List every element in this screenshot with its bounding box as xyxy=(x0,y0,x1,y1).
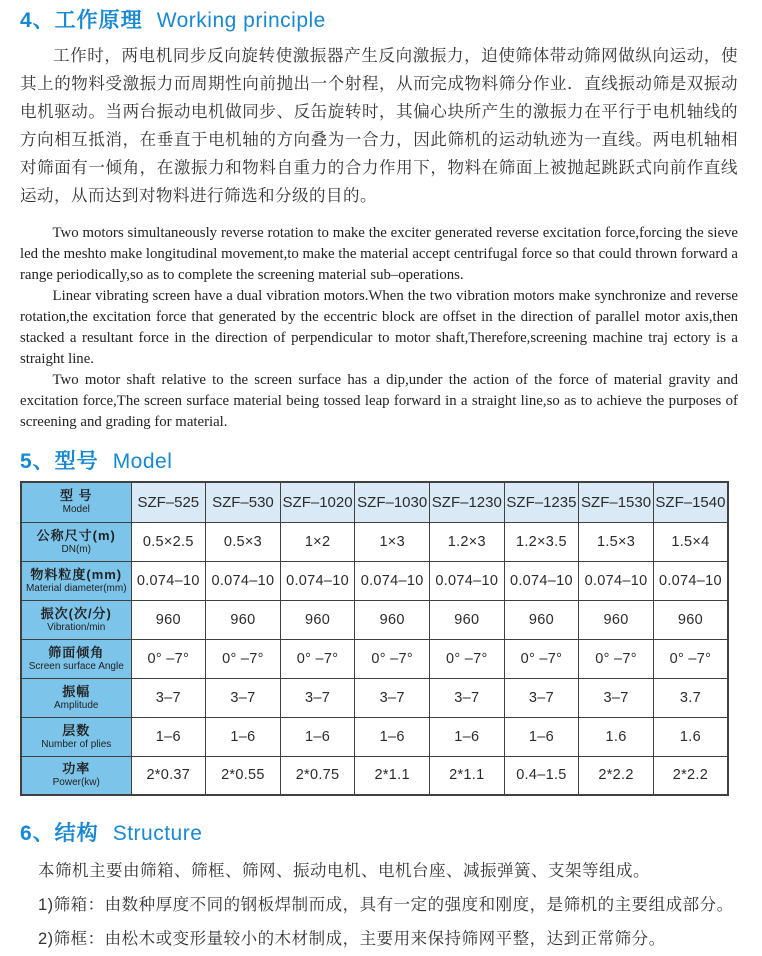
table-value-cell: 0.074–10 xyxy=(206,561,281,600)
table-value-cell: 0° –7° xyxy=(355,639,430,678)
table-value-cell: 3–7 xyxy=(206,678,281,717)
table-row xyxy=(21,756,728,795)
table-value-cell: 0.074–10 xyxy=(504,561,579,600)
model-column-header: SZF–1020 xyxy=(280,482,355,522)
table-value-cell: 3.7 xyxy=(653,678,728,717)
table-value-cell: 1×2 xyxy=(280,522,355,561)
table-value-cell: 960 xyxy=(131,600,206,639)
table-value-cell: 3–7 xyxy=(280,678,355,717)
row-label-zh: 筛面倾角 xyxy=(48,644,105,660)
table-row xyxy=(21,678,728,717)
section6-body xyxy=(38,854,738,956)
table-value-cell: 0° –7° xyxy=(653,639,728,678)
table-value-cell: 960 xyxy=(430,600,505,639)
model-column-header: SZF–530 xyxy=(206,482,281,522)
table-header-row xyxy=(21,482,728,522)
table-row xyxy=(21,639,728,678)
row-label-zh: 公称尺寸(m) xyxy=(36,527,116,543)
row-label xyxy=(21,639,131,678)
row-label-zh: 功率 xyxy=(62,761,91,777)
section5-heading xyxy=(20,449,738,475)
section4-heading-zh: 4、工作原理 xyxy=(20,9,143,32)
table-value-cell: 2*0.55 xyxy=(206,756,281,795)
row-label-zh: 层数 xyxy=(62,722,91,738)
model-spec-table xyxy=(20,481,729,796)
table-value-cell: 0.074–10 xyxy=(280,561,355,600)
table-value-cell: 1–6 xyxy=(131,717,206,756)
table-value-cell: 0.4–1.5 xyxy=(504,756,579,795)
section6-heading-en: Structure xyxy=(112,822,203,845)
table-value-cell: 0.074–10 xyxy=(355,561,430,600)
row-label-en: Power(kw) xyxy=(52,777,100,789)
table-value-cell: 960 xyxy=(579,600,654,639)
model-column-header: SZF–1030 xyxy=(355,482,430,522)
english-paragraph-2: Linear vibrating screen have a dual vibration motors.When the two vibration motors make synchronize and reverse rotation,the excitation force that generated by the eccentric block are offset in the direction of parallel motor axis,then stacked a resultant force in the direction of perpendicular to motor shaft,Therefore,screening machine traj ectory is a straight line. xyxy=(20,288,738,367)
section6-line-1: 本筛机主要由筛箱、筛框、筛网、振动电机、电机台座、减振弹簧、支架等组成。 xyxy=(38,862,650,880)
row-label xyxy=(21,600,131,639)
model-column-header: SZF–1235 xyxy=(504,482,579,522)
row-label-en: Model xyxy=(62,504,90,516)
table-value-cell: 960 xyxy=(280,600,355,639)
table-value-cell: 0° –7° xyxy=(280,639,355,678)
row-label xyxy=(21,678,131,717)
table-row xyxy=(21,717,728,756)
table-value-cell: 1.2×3.5 xyxy=(504,522,579,561)
table-value-cell: 0° –7° xyxy=(504,639,579,678)
row-label-zh: 物料粒度(mm) xyxy=(30,566,123,582)
table-value-cell: 960 xyxy=(653,600,728,639)
section5-heading-zh: 5、型号 xyxy=(20,450,99,473)
table-value-cell: 2*1.1 xyxy=(430,756,505,795)
table-value-cell: 1–6 xyxy=(280,717,355,756)
row-label xyxy=(21,756,131,795)
section6-heading xyxy=(20,821,738,847)
table-value-cell: 0° –7° xyxy=(579,639,654,678)
row-label-en: DN(m) xyxy=(61,543,91,555)
table-value-cell: 0.074–10 xyxy=(579,561,654,600)
table-value-cell: 960 xyxy=(504,600,579,639)
row-label-zh: 型 号 xyxy=(59,488,93,504)
section4-english-paragraphs xyxy=(20,223,738,433)
section4-heading xyxy=(20,8,738,34)
table-value-cell: 960 xyxy=(355,600,430,639)
row-label-en: Screen surface Angle xyxy=(28,660,124,672)
model-column-header: SZF–1540 xyxy=(653,482,728,522)
table-value-cell: 2*2.2 xyxy=(653,756,728,795)
section5-heading-en: Model xyxy=(112,450,173,473)
table-value-cell: 2*1.1 xyxy=(355,756,430,795)
model-column-header: SZF–1230 xyxy=(430,482,505,522)
row-label-en: Amplitude xyxy=(54,699,99,711)
table-value-cell: 0° –7° xyxy=(430,639,505,678)
table-value-cell: 1–6 xyxy=(206,717,281,756)
model-column-header: SZF–525 xyxy=(131,482,206,522)
table-value-cell: 0.074–10 xyxy=(653,561,728,600)
row-label-zh: 振次(次/分) xyxy=(40,605,112,621)
row-label xyxy=(21,482,131,522)
section4-heading-en: Working principle xyxy=(156,9,326,32)
table-value-cell: 0.074–10 xyxy=(430,561,505,600)
table-value-cell: 3–7 xyxy=(504,678,579,717)
table-value-cell: 2*0.75 xyxy=(280,756,355,795)
table-value-cell: 0.5×3 xyxy=(206,522,281,561)
table-value-cell: 3–7 xyxy=(579,678,654,717)
model-column-header: SZF–1530 xyxy=(579,482,654,522)
row-label-en: Vibration/min xyxy=(47,621,106,633)
table-value-cell: 0° –7° xyxy=(206,639,281,678)
table-value-cell: 960 xyxy=(206,600,281,639)
section6-line-2: 1)筛箱：由数种厚度不同的钢板焊制而成，具有一定的强度和刚度，是筛机的主要组成部分。 xyxy=(38,896,734,914)
table-value-cell: 0.074–10 xyxy=(131,561,206,600)
table-value-cell: 1–6 xyxy=(504,717,579,756)
section6-heading-zh: 6、结构 xyxy=(20,822,99,845)
row-label-zh: 振幅 xyxy=(62,683,91,699)
table-value-cell: 0° –7° xyxy=(131,639,206,678)
table-value-cell: 3–7 xyxy=(430,678,505,717)
table-value-cell: 1–6 xyxy=(430,717,505,756)
english-paragraph-3: Two motor shaft relative to the screen surface has a dip,under the action of the force of material gravity and excitation force,The screen surface material being tossed leap forward in a straight line,so as to achieve the purposes of screening and grading for material. xyxy=(20,372,738,430)
table-value-cell: 0.5×2.5 xyxy=(131,522,206,561)
table-value-cell: 2*2.2 xyxy=(579,756,654,795)
table-row xyxy=(21,522,728,561)
table-value-cell: 3–7 xyxy=(355,678,430,717)
table-value-cell: 1.5×3 xyxy=(579,522,654,561)
row-label-en: Material diameter(mm) xyxy=(25,582,127,594)
row-label xyxy=(21,717,131,756)
table-value-cell: 1–6 xyxy=(355,717,430,756)
table-value-cell: 1.2×3 xyxy=(430,522,505,561)
section4-chinese-paragraph: 工作时，两电机同步反向旋转使激振器产生反向激振力，迫使筛体带动筛网做纵向运动，使其上的物料受激振力而周期性向前抛出一个射程，从而完成物料筛分作业．直线振动筛是双振动电机驱动。当两台振动电机做同步、反缶旋转时，其偏心块所产生的激振力在平行于电机轴线的方向相互抵消，在垂直于电机轴的方向叠为一合力，因此筛机的运动轨迹为一直线。两电机轴相对筛面有一倾角，在激振力和物料自重力的合力作用下，物料在筛面上被抛起跳跃式向前作直线运动，从而达到对物料进行筛选和分级的目的。 xyxy=(20,47,738,205)
table-row xyxy=(21,561,728,600)
section6-line-3: 2)筛框：由松木或变形量较小的木材制成，主要用来保持筛网平整，达到正常筛分。 xyxy=(38,930,666,948)
table-value-cell: 3–7 xyxy=(131,678,206,717)
table-value-cell: 1.6 xyxy=(579,717,654,756)
english-paragraph-1: Two motors simultaneously reverse rotation to make the exciter generated reverse excitation force,forcing the sieve led the meshto make longitudinal movement,to make the material accept centrifugal force so that could thrown forward a range periodically,so as to complete the screening material sub–operations. xyxy=(20,225,738,283)
table-value-cell: 2*0.37 xyxy=(131,756,206,795)
row-label-en: Number of plies xyxy=(41,738,112,750)
table-row xyxy=(21,600,728,639)
table-value-cell: 1.5×4 xyxy=(653,522,728,561)
table-value-cell: 1.6 xyxy=(653,717,728,756)
row-label xyxy=(21,561,131,600)
row-label xyxy=(21,522,131,561)
table-value-cell: 1×3 xyxy=(355,522,430,561)
